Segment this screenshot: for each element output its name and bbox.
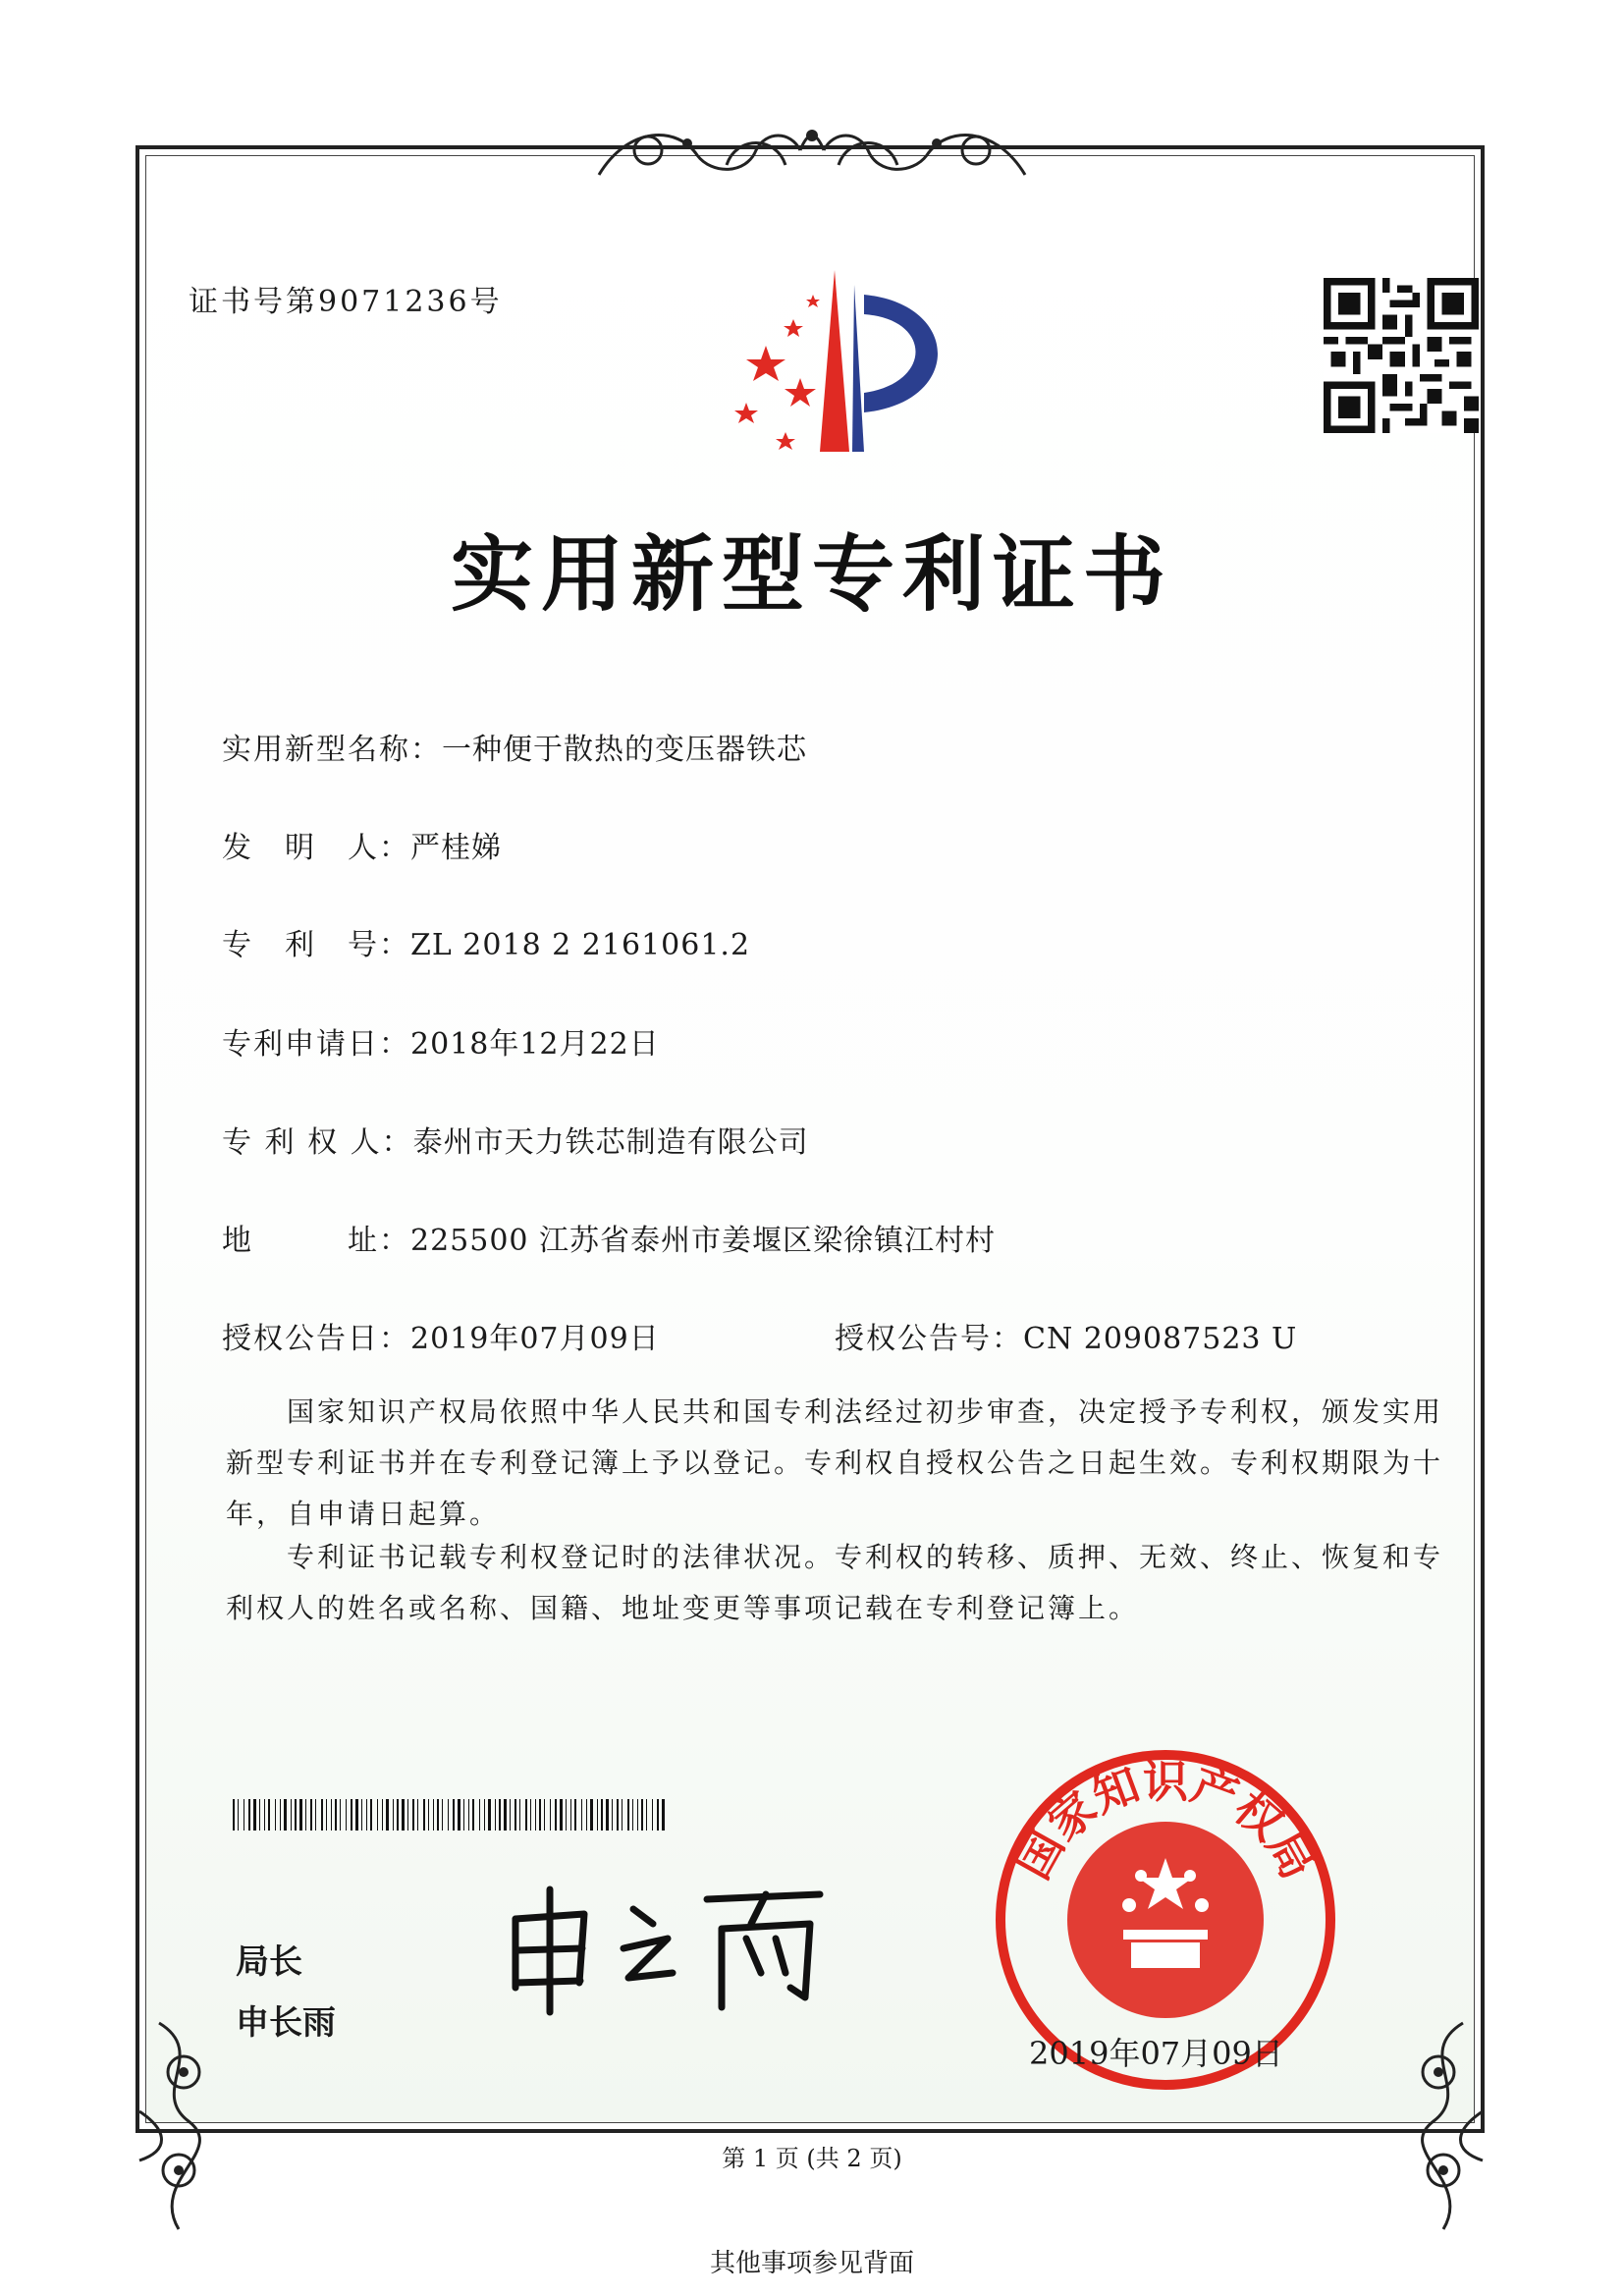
barcode-bar — [519, 1799, 520, 1831]
field-label: 专利申请日： — [222, 1027, 410, 1062]
barcode-bar — [253, 1799, 256, 1831]
barcode-bar — [453, 1799, 455, 1831]
barcode-bar — [652, 1799, 653, 1831]
barcode-bar — [393, 1799, 394, 1831]
barcode-bar — [550, 1799, 551, 1831]
field-value: 2019年07月09日 — [410, 1322, 660, 1356]
barcode-bar — [646, 1799, 647, 1831]
barcode-bar — [275, 1799, 276, 1831]
field-label: 地 址： — [222, 1224, 410, 1258]
field-grant-no — [835, 1314, 1297, 1357]
barcode-bar — [386, 1799, 389, 1831]
barcode-bar — [331, 1799, 332, 1831]
barcode-bar — [662, 1799, 665, 1831]
field-label: 专 利 号： — [222, 928, 410, 962]
certificate-title: 实用新型专利证书 — [450, 526, 1173, 623]
field-patent-no — [222, 920, 750, 963]
barcode-bar — [560, 1799, 563, 1831]
seal-text: 国家知识产权局 — [1005, 1755, 1326, 1888]
barcode-bar — [340, 1799, 341, 1831]
seal-date: 2019年07月09日 — [1029, 2035, 1283, 2072]
barcode-bar — [397, 1799, 399, 1831]
barcode-bar — [468, 1799, 469, 1831]
barcode-bar — [335, 1799, 337, 1831]
barcode-bar — [268, 1799, 270, 1831]
signatory-name: 申长雨 — [236, 2003, 336, 2043]
barcode-bar — [433, 1799, 434, 1831]
barcode-bar — [295, 1799, 297, 1831]
field-model-name — [222, 725, 807, 768]
barcode-bar — [299, 1799, 302, 1831]
barcode-bar — [581, 1799, 582, 1831]
barcode-bar — [472, 1799, 474, 1831]
page-number: 第 1 页 (共 2 页) — [722, 2145, 902, 2172]
field-value: 2018年12月22日 — [410, 1027, 660, 1062]
barcode-bar — [484, 1799, 485, 1831]
barcode-bar — [586, 1799, 587, 1831]
barcode-bar — [530, 1799, 531, 1831]
barcode-bar — [402, 1799, 405, 1831]
body-paragraph: 国家知识产权局依照中华人民共和国专利法经过初步审查，决定授予专利权，颁发实用新型专利证书并在专利登记簿上予以登记。专利权自授权公告之日起生效。专利权期限为十年，自申请日起算。 — [226, 1395, 1444, 1530]
barcode-bar — [590, 1799, 593, 1831]
field-label: 授权公告号： — [835, 1322, 1023, 1356]
barcode-bar — [510, 1799, 511, 1831]
barcode-bar — [259, 1799, 260, 1831]
field-value: CN 209087523 U — [1023, 1322, 1298, 1356]
barcode-bar — [479, 1799, 480, 1831]
field-value: 泰州市天力铁芯制造有限公司 — [412, 1125, 809, 1160]
barcode-bar — [407, 1799, 408, 1831]
barcode-bar — [495, 1799, 496, 1831]
barcode-bar — [657, 1799, 659, 1831]
signatory-position: 局长 — [236, 1942, 302, 1982]
field-inventor — [222, 823, 502, 866]
barcode-bar — [499, 1799, 501, 1831]
barcode-bar — [355, 1799, 358, 1831]
barcode-bar — [412, 1799, 414, 1831]
barcode-bar — [637, 1799, 638, 1831]
barcode-bar — [463, 1799, 464, 1831]
barcode-bar — [504, 1799, 507, 1831]
barcode-bar — [622, 1799, 623, 1831]
barcode-bar — [514, 1799, 516, 1831]
barcode-bar — [417, 1799, 418, 1831]
field-label: 发 明 人： — [222, 831, 410, 865]
barcode-bar — [233, 1799, 235, 1831]
barcode-bar — [442, 1799, 443, 1831]
barcode-bar — [606, 1799, 609, 1831]
barcode-bar — [566, 1799, 567, 1831]
barcode-bar — [382, 1799, 383, 1831]
barcode-bar — [346, 1799, 347, 1831]
barcode-bar — [428, 1799, 429, 1831]
barcode-bar — [264, 1799, 265, 1831]
field-value: 一种便于散热的变压器铁芯 — [442, 733, 807, 767]
signature-image — [496, 1880, 849, 2017]
field-address — [222, 1216, 996, 1259]
barcode-bar — [238, 1799, 239, 1831]
ornament-icon — [1375, 2013, 1492, 2239]
field-label: 授权公告日： — [222, 1322, 410, 1356]
barcode-bar — [570, 1799, 571, 1831]
field-patentee — [222, 1118, 809, 1161]
barcode-bar — [321, 1799, 323, 1831]
barcode-bar — [448, 1799, 449, 1831]
barcode-bar — [280, 1799, 281, 1831]
body-paragraph: 专利证书记载专利权登记时的法律状况。专利权的转移、质押、无效、终止、恢复和专利权人的姓名或名称、国籍、地址变更等事项记载在专利登记簿上。 — [226, 1541, 1444, 1624]
barcode-bar — [612, 1799, 613, 1831]
barcode-bar — [617, 1799, 619, 1831]
barcode-bar — [370, 1799, 372, 1831]
barcode-bar — [305, 1799, 306, 1831]
barcode-bar — [539, 1799, 541, 1831]
barcode-bar — [377, 1799, 378, 1831]
barcode-icon — [233, 1799, 671, 1831]
barcode-bar — [310, 1799, 312, 1831]
barcode-bar — [544, 1799, 545, 1831]
barcode-bar — [284, 1799, 287, 1831]
barcode-bar — [326, 1799, 327, 1831]
barcode-bar — [315, 1799, 316, 1831]
barcode-bar — [361, 1799, 362, 1831]
field-value: 225500 江苏省泰州市姜堰区梁徐镇江村村 — [410, 1224, 997, 1258]
barcode-bar — [248, 1799, 250, 1831]
certificate-number: 证书号第9071236号 — [189, 285, 503, 319]
field-value: ZL 2018 2 2161061.2 — [410, 928, 751, 962]
barcode-bar — [627, 1799, 629, 1831]
barcode-bar — [423, 1799, 425, 1831]
field-label: 专 利 权 人： — [222, 1125, 413, 1160]
barcode-bar — [632, 1799, 633, 1831]
qr-code-icon — [1324, 278, 1479, 433]
cnipa-logo-icon — [707, 265, 962, 462]
barcode-bar — [437, 1799, 439, 1831]
field-grant-date — [222, 1314, 660, 1357]
field-label: 实用新型名称： — [222, 733, 442, 767]
barcode-bar — [555, 1799, 557, 1831]
field-value: 严桂娣 — [410, 831, 502, 865]
barcode-bar — [641, 1799, 643, 1831]
field-application-date — [222, 1019, 660, 1063]
barcode-bar — [488, 1799, 491, 1831]
barcode-bar — [525, 1799, 527, 1831]
barcode-bar — [366, 1799, 367, 1831]
ornament-icon — [130, 2013, 247, 2239]
ornament-icon — [589, 116, 1035, 194]
barcode-bar — [535, 1799, 536, 1831]
barcode-bar — [291, 1799, 292, 1831]
barcode-bar — [574, 1799, 576, 1831]
barcode-bar — [597, 1799, 598, 1831]
barcode-bar — [601, 1799, 603, 1831]
footer-note: 其他事项参见背面 — [709, 2249, 914, 2278]
barcode-bar — [351, 1799, 352, 1831]
barcode-bar — [458, 1799, 460, 1831]
